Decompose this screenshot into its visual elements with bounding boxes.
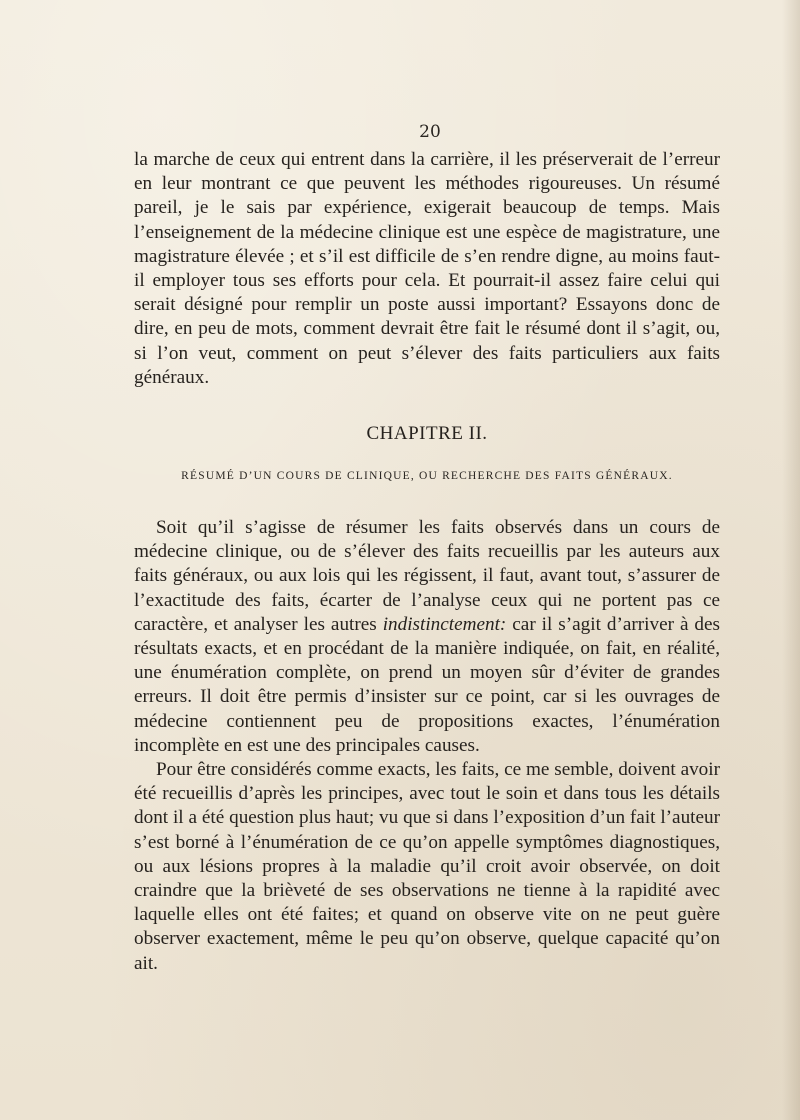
page-number: 20 (419, 122, 441, 142)
paragraph-2: Pour être considérés comme exacts, les faits, ce me semble, doivent avoir été recueillis d’après les principes, avec tout le soin et dans tous les détails dont il a été question plus haut; vu que si dans l’exposition d’un fait l’auteur s’est borné à l’énumération de ce qu’on appelle symptômes diagnostiques, ou aux lésions propres à la maladie qu’il croit avoir observée, on doit craindre que la brièveté de ses observations ne tienne à la rapidité avec laquelle elles ont été faites; et quand on observe vite on ne peut guère observer exactement, même le peu qu’on observe, quelque capacité qu’on ait. (134, 759, 720, 974)
paragraph-1 (134, 516, 720, 758)
chapter-title: CHAPITRE II. (366, 423, 488, 444)
paragraph-1-part-a: Soit qu’il s’agisse de résumer les faits observés dans un cours de médecine clinique, ou de s’élever des faits recueillis par les auteurs aux faits généraux, ou aux lois qui les régissent, il faut, avant tout, s’assurer de l’exactitude des faits, écarter de l’analyse ceux qui ne portent pas ce caractère, et analyser les autres (134, 517, 720, 635)
continuation-paragraph: la marche de ceux qui entrent dans la carrière, il les préserverait de l’erreur en leur montrant ce que peuvent les méthodes rigoureuses. Un résumé pareil, je le sais par expérience, exigerait beaucoup de temps. Mais l’enseignement de la médecine clinique est une espèce de magistrature, une magistrature élevée ; et s’il est difficile de s’en rendre digne, au moins faut-il employer tous ses efforts pour cela. Et pourrait-il assez faire celui qui serait désigné pour remplir un poste aussi important? Essayons donc de dire, en peu de mots, comment devrait être fait le résumé dont il s’agit, ou, si l’on veut, comment on peut s’élever des faits particuliers aux faits généraux. (134, 149, 720, 388)
continuation-text (134, 148, 720, 390)
chapter-subtitle: RÉSUMÉ D’UN COURS DE CLINIQUE, OU RECHERCHE DES FAITS GÉNÉRAUX. (181, 470, 673, 482)
paragraph-1-emphasis: indistinctement: (382, 613, 507, 635)
paragraph-1-part-b: car il s’agit d’arriver à des résultats exacts, et en procédant de la manière indiquée, on fait, en réalité, une énumération complète, on prend un moyen sûr d’éviter de grandes erreurs. Il doit être permis d’insister sur ce point, car si les ouvrages de médecine contiennent peu de propositions exactes, l’énumération incomplète en est une des principales causes. (134, 613, 720, 756)
chapter-body (134, 516, 720, 976)
